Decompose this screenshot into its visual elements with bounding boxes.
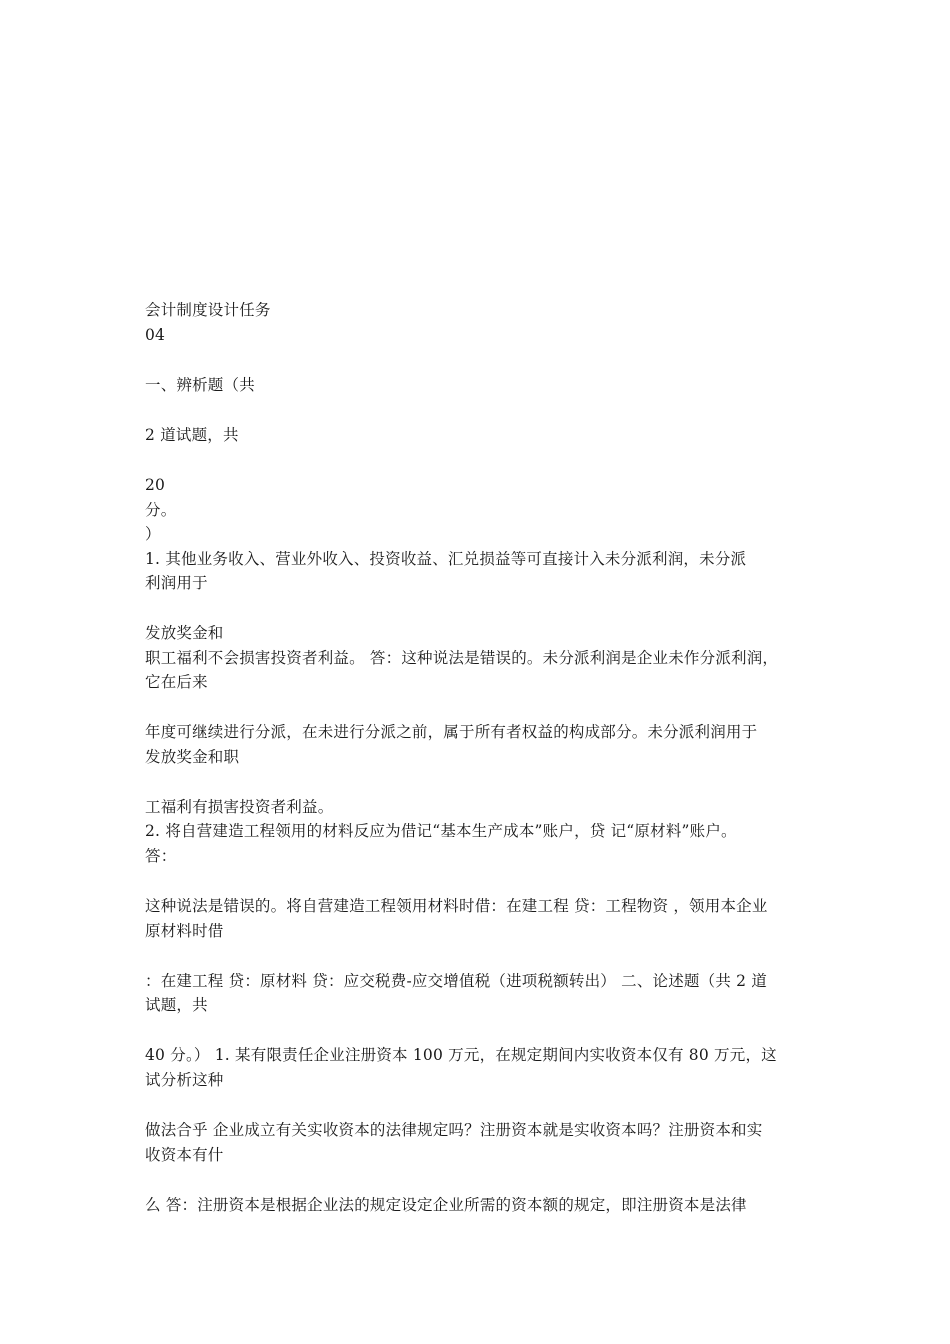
essay-question-1: 40 分。） 1. 某有限责任企业注册资本 100 万元，在规定期间内实收资本仅有 80 万元，这 bbox=[145, 1046, 777, 1064]
text-line: 工福利有损害投资者利益。 bbox=[145, 798, 334, 816]
text-line: 分。 bbox=[145, 501, 177, 519]
text-line: 20 bbox=[145, 476, 166, 494]
text-line: 年度可继续进行分派，在未进行分派之前，属于所有者权益的构成部分。未分派利润用于 bbox=[145, 723, 758, 741]
text-line: ） bbox=[145, 525, 161, 543]
text-line: 它在后来 bbox=[145, 673, 208, 691]
question-1: 1. 其他业务收入、营业外收入、投资收益、汇兑损益等可直接计入未分派利润，未分派 bbox=[145, 550, 747, 568]
answer-2: 这种说法是错误的。将自营建造工程领用材料时借：在建工程 贷：工程物资 ，领用本企业 bbox=[145, 897, 768, 915]
question-2: 2. 将自营建造工程领用的材料反应为借记“基本生产成本”账户，贷 记“原材料”账户。 bbox=[145, 822, 737, 840]
answer-2-label: 答： bbox=[145, 847, 177, 865]
text-line: 利润用于 bbox=[145, 574, 208, 592]
text-line: 发放奖金和 bbox=[145, 624, 224, 642]
text-line: 做法合乎 企业成立有关实收资本的法律规定吗？注册资本就是实收资本吗？注册资本和实 bbox=[145, 1121, 763, 1139]
doc-title-number: 04 bbox=[145, 326, 166, 344]
text-line: 试题，共 bbox=[145, 996, 208, 1014]
section-heading: 一、辨析题（共 bbox=[145, 376, 255, 394]
text-line: ：在建工程 贷：原材料 贷：应交税费-应交增值税（进项税额转出） 二、论述题（共 2 道 bbox=[145, 972, 768, 990]
text-line: 发放奖金和职 bbox=[145, 748, 240, 766]
answer-1: 职工福利不会损害投资者利益。 答：这种说法是错误的。未分派利润是企业未作分派利润， bbox=[145, 649, 779, 667]
text-line: 2 道试题，共 bbox=[145, 426, 239, 444]
text-line: 收资本有什 bbox=[145, 1146, 224, 1164]
text-line: 原材料时借 bbox=[145, 922, 224, 940]
text-line: 试分析这种 bbox=[145, 1071, 224, 1089]
doc-title: 会计制度设计任务 bbox=[145, 301, 271, 319]
essay-answer-1: 么 答：注册资本是根据企业法的规定设定企业所需的资本额的规定，即注册资本是法律 bbox=[145, 1196, 747, 1214]
